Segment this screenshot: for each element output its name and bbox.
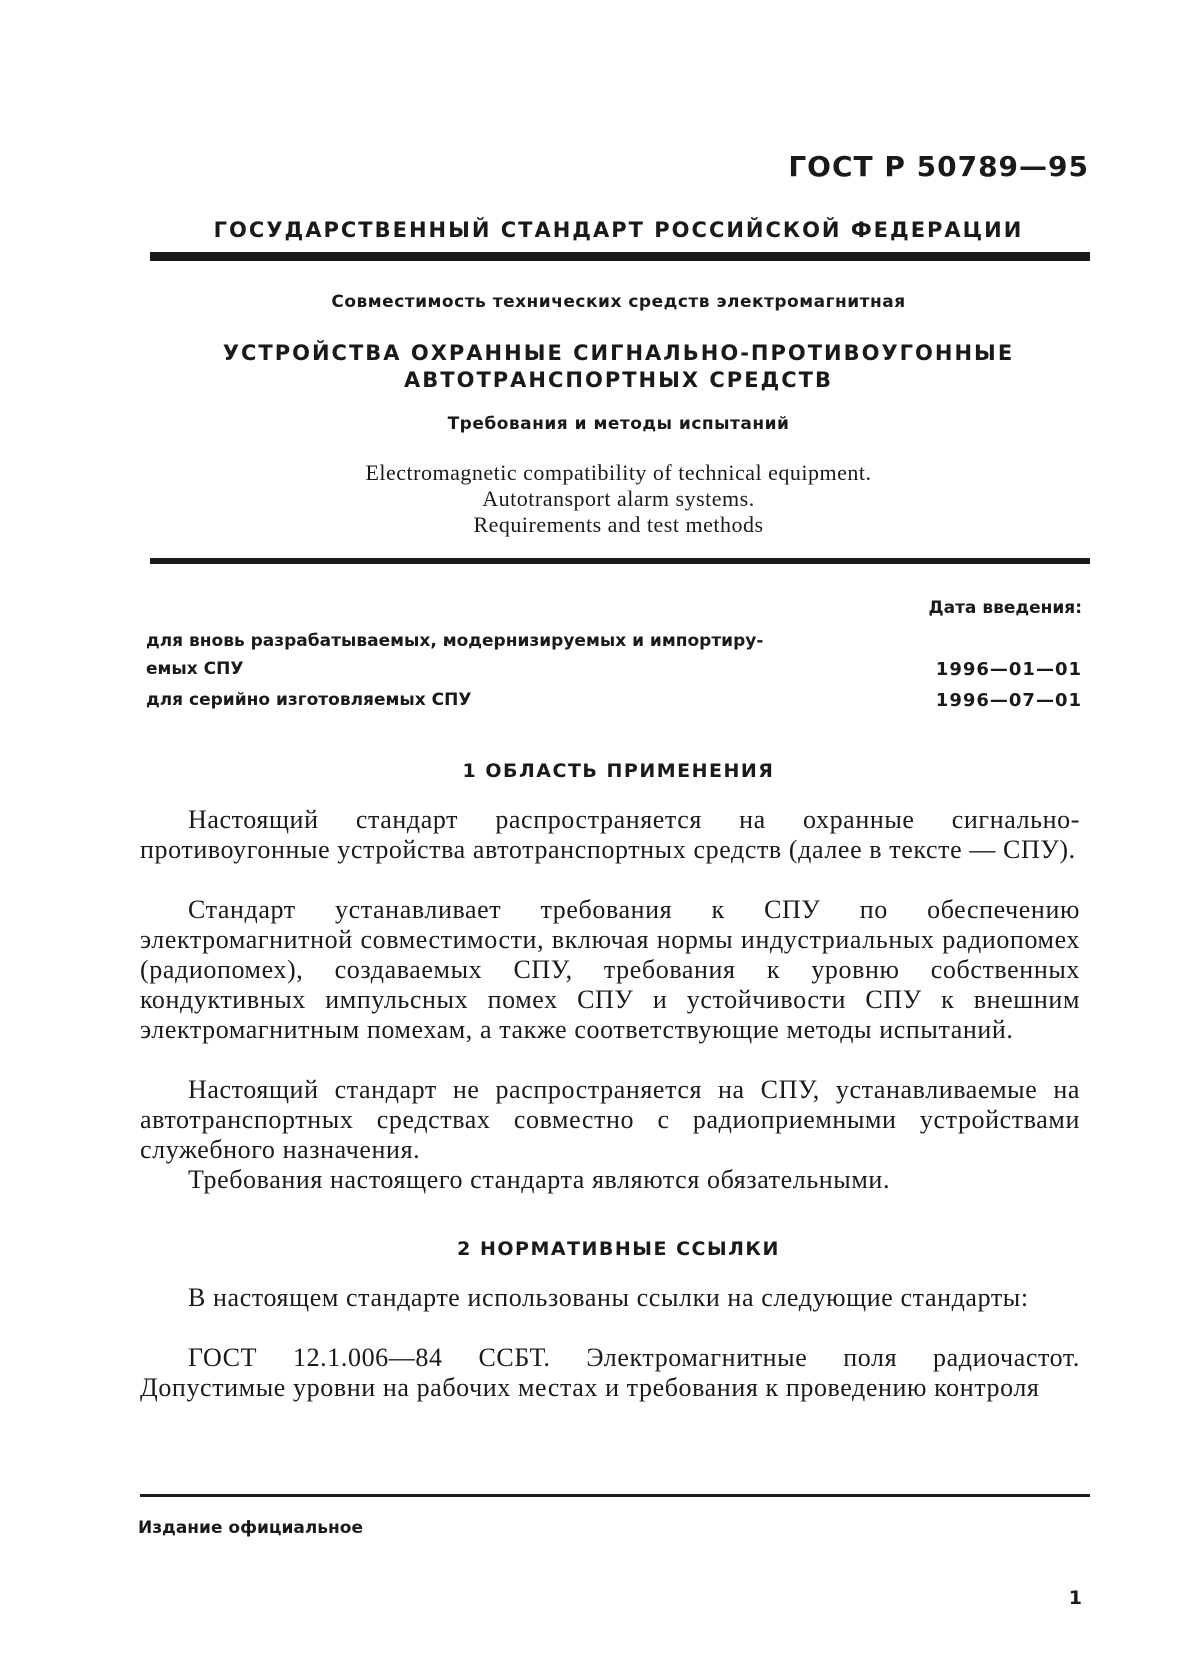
english-title-line-1: Electromagnetic compatibility of technical equipment. [365, 460, 872, 485]
english-title-line-3: Requirements and test methods [473, 512, 764, 537]
intro-row2-text: для серийно изготовляемых СПУ [146, 690, 472, 710]
state-standard-title: ГОСУДАРСТВЕННЫЙ СТАНДАРТ РОССИЙСКОЙ ФЕДЕРАЦИИ [213, 218, 1024, 242]
section-2-heading: 2 НОРМАТИВНЫЕ ССЫЛКИ [457, 1238, 780, 1260]
subtitle: Совместимость технических средств электромагнитная [331, 292, 906, 312]
intro-row1-line2: емых СПУ [146, 659, 244, 679]
title-rule [150, 558, 1090, 564]
section-2-paragraph-2: ГОСТ 12.1.006—84 ССБТ. Электромагнитные поля радиочастот. Допустимые уровни на рабочих местах и требования к проведению контроля [140, 1343, 1080, 1402]
requirements-subtitle: Требования и методы испытаний [447, 414, 790, 434]
intro-row1-line1: для вновь разрабатываемых, модернизируемых и импортиру- [146, 631, 764, 651]
intro-row1-date: 1996—01—01 [935, 659, 1082, 680]
section-1-paragraph-4: Требования настоящего стандарта являются обязательными. [188, 1165, 891, 1194]
main-title-line-1: УСТРОЙСТВА ОХРАННЫЕ СИГНАЛЬНО-ПРОТИВОУГОННЫЕ [222, 341, 1015, 365]
section-1-paragraph-3: Настоящий стандарт не распространяется на СПУ, устанавливаемые на автотранспортных средствах совместно с радиоприемными устройствами служебного назначения. [140, 1075, 1080, 1164]
english-title-line-2: Autotransport alarm systems. [482, 486, 755, 511]
main-title-line-2: АВТОТРАНСПОРТНЫХ СРЕДСТВ [404, 368, 833, 392]
edition-label: Издание официальное [138, 1518, 364, 1538]
page-number: 1 [1068, 1587, 1082, 1609]
section-2-paragraph-1: В настоящем стандарте использованы ссылки на следующие стандарты: [188, 1283, 1029, 1312]
header-rule [150, 252, 1090, 261]
intro-date-label: Дата введения: [928, 598, 1082, 618]
section-1-paragraph-2: Стандарт устанавливает требования к СПУ по обеспечению электромагнитной совместимости, включая нормы индустриальных радиопомех (радиопомех), создаваемых СПУ, требования к уровню собственных кондуктивных импульсных помех СПУ и устойчивости СПУ к внешним электромагнитным помехам, а также соответствующие методы испытаний. [140, 895, 1080, 1044]
intro-row2-date: 1996—07—01 [935, 690, 1082, 711]
gost-number: ГОСТ Р 50789—95 [788, 150, 1089, 183]
footer-rule [140, 1494, 1090, 1497]
section-1-heading: 1 ОБЛАСТЬ ПРИМЕНЕНИЯ [462, 760, 775, 782]
section-1-paragraph-1: Настоящий стандарт распространяется на охранные сигнально-противоугонные устройства автотранспортных средств (далее в тексте — СПУ). [140, 805, 1080, 864]
